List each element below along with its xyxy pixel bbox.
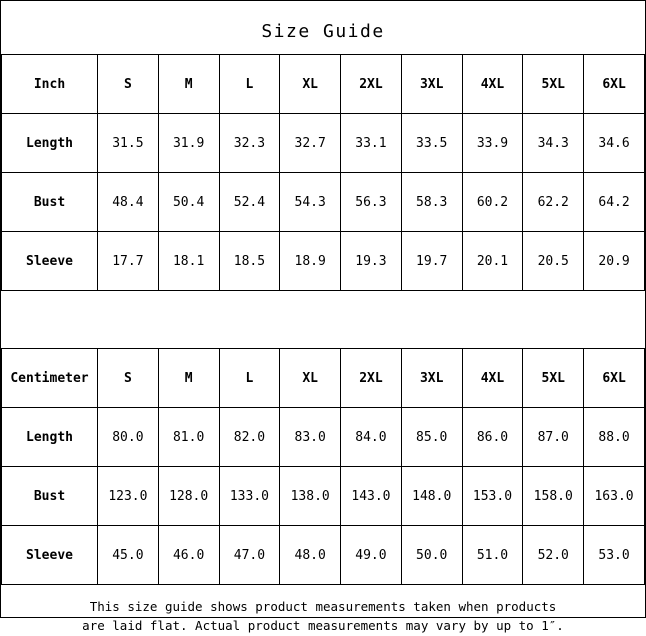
cell-sleeve-6xl: 53.0: [584, 526, 645, 585]
table-separator: [1, 291, 645, 348]
cell-bust-3xl: 58.3: [401, 173, 462, 232]
table-header-row: [2, 55, 645, 114]
unit-label: Centimeter: [2, 349, 98, 408]
cell-bust-6xl: 163.0: [584, 467, 645, 526]
cell-bust-5xl: 62.2: [523, 173, 584, 232]
cell-sleeve-l: 47.0: [219, 526, 280, 585]
inch-size-table: [1, 54, 645, 291]
row-label-bust: Bust: [2, 467, 98, 526]
size-header-6xl: 6XL: [584, 55, 645, 114]
cell-length-4xl: 86.0: [462, 408, 523, 467]
cell-sleeve-3xl: 50.0: [401, 526, 462, 585]
cell-length-3xl: 33.5: [401, 114, 462, 173]
unit-label: Inch: [2, 55, 98, 114]
centimeter-table-wrapper: [1, 348, 645, 585]
cell-length-3xl: 85.0: [401, 408, 462, 467]
inch-table-wrapper: [1, 54, 645, 291]
cell-length-6xl: 88.0: [584, 408, 645, 467]
cell-sleeve-5xl: 20.5: [523, 232, 584, 291]
size-header-2xl: 2XL: [341, 55, 402, 114]
cell-bust-3xl: 148.0: [401, 467, 462, 526]
cell-length-2xl: 84.0: [341, 408, 402, 467]
cell-length-5xl: 34.3: [523, 114, 584, 173]
cell-sleeve-m: 46.0: [158, 526, 219, 585]
size-header-6xl: 6XL: [584, 349, 645, 408]
size-header-s: S: [98, 55, 159, 114]
cell-length-4xl: 33.9: [462, 114, 523, 173]
size-header-3xl: 3XL: [401, 349, 462, 408]
size-header-5xl: 5XL: [523, 349, 584, 408]
cell-bust-6xl: 64.2: [584, 173, 645, 232]
cell-sleeve-s: 45.0: [98, 526, 159, 585]
size-guide-note: [1, 585, 645, 636]
table-row: [2, 526, 645, 585]
size-header-4xl: 4XL: [462, 55, 523, 114]
table-row: [2, 467, 645, 526]
cell-length-s: 31.5: [98, 114, 159, 173]
size-header-2xl: 2XL: [341, 349, 402, 408]
cell-length-m: 31.9: [158, 114, 219, 173]
cell-sleeve-6xl: 20.9: [584, 232, 645, 291]
cell-sleeve-3xl: 19.7: [401, 232, 462, 291]
cell-sleeve-xl: 48.0: [280, 526, 341, 585]
cell-length-2xl: 33.1: [341, 114, 402, 173]
note-line-1: This size guide shows product measurements taken when products: [89, 599, 557, 614]
cell-length-xl: 83.0: [280, 408, 341, 467]
cell-length-l: 32.3: [219, 114, 280, 173]
cell-bust-2xl: 56.3: [341, 173, 402, 232]
table-row: [2, 173, 645, 232]
cell-length-m: 81.0: [158, 408, 219, 467]
table-row: [2, 408, 645, 467]
cell-bust-xl: 54.3: [280, 173, 341, 232]
row-label-length: Length: [2, 114, 98, 173]
size-header-xl: XL: [280, 55, 341, 114]
row-label-bust: Bust: [2, 173, 98, 232]
cell-length-5xl: 87.0: [523, 408, 584, 467]
cell-bust-5xl: 158.0: [523, 467, 584, 526]
size-header-m: M: [158, 349, 219, 408]
cell-sleeve-2xl: 49.0: [341, 526, 402, 585]
centimeter-size-table: [1, 348, 645, 585]
cell-sleeve-5xl: 52.0: [523, 526, 584, 585]
cell-sleeve-s: 17.7: [98, 232, 159, 291]
row-label-sleeve: Sleeve: [2, 526, 98, 585]
cell-bust-4xl: 60.2: [462, 173, 523, 232]
cell-bust-s: 123.0: [98, 467, 159, 526]
cell-length-l: 82.0: [219, 408, 280, 467]
cell-bust-4xl: 153.0: [462, 467, 523, 526]
cell-length-s: 80.0: [98, 408, 159, 467]
cell-sleeve-4xl: 51.0: [462, 526, 523, 585]
row-label-sleeve: Sleeve: [2, 232, 98, 291]
size-header-l: L: [219, 349, 280, 408]
cell-sleeve-l: 18.5: [219, 232, 280, 291]
cell-bust-xl: 138.0: [280, 467, 341, 526]
cell-length-6xl: 34.6: [584, 114, 645, 173]
note-line-2: are laid flat. Actual product measurements may vary by up to 1″.: [82, 618, 564, 634]
cell-length-xl: 32.7: [280, 114, 341, 173]
cell-bust-2xl: 143.0: [341, 467, 402, 526]
size-header-3xl: 3XL: [401, 55, 462, 114]
table-row: [2, 232, 645, 291]
size-header-xl: XL: [280, 349, 341, 408]
cell-sleeve-xl: 18.9: [280, 232, 341, 291]
size-header-4xl: 4XL: [462, 349, 523, 408]
page-title: Size Guide: [261, 21, 385, 42]
cell-bust-m: 50.4: [158, 173, 219, 232]
size-header-5xl: 5XL: [523, 55, 584, 114]
table-row: [2, 114, 645, 173]
cell-bust-l: 52.4: [219, 173, 280, 232]
size-header-l: L: [219, 55, 280, 114]
cell-sleeve-m: 18.1: [158, 232, 219, 291]
cell-bust-l: 133.0: [219, 467, 280, 526]
size-header-s: S: [98, 349, 159, 408]
cell-bust-s: 48.4: [98, 173, 159, 232]
row-label-length: Length: [2, 408, 98, 467]
size-header-m: M: [158, 55, 219, 114]
table-header-row: [2, 349, 645, 408]
cell-sleeve-2xl: 19.3: [341, 232, 402, 291]
cell-sleeve-4xl: 20.1: [462, 232, 523, 291]
cell-bust-m: 128.0: [158, 467, 219, 526]
